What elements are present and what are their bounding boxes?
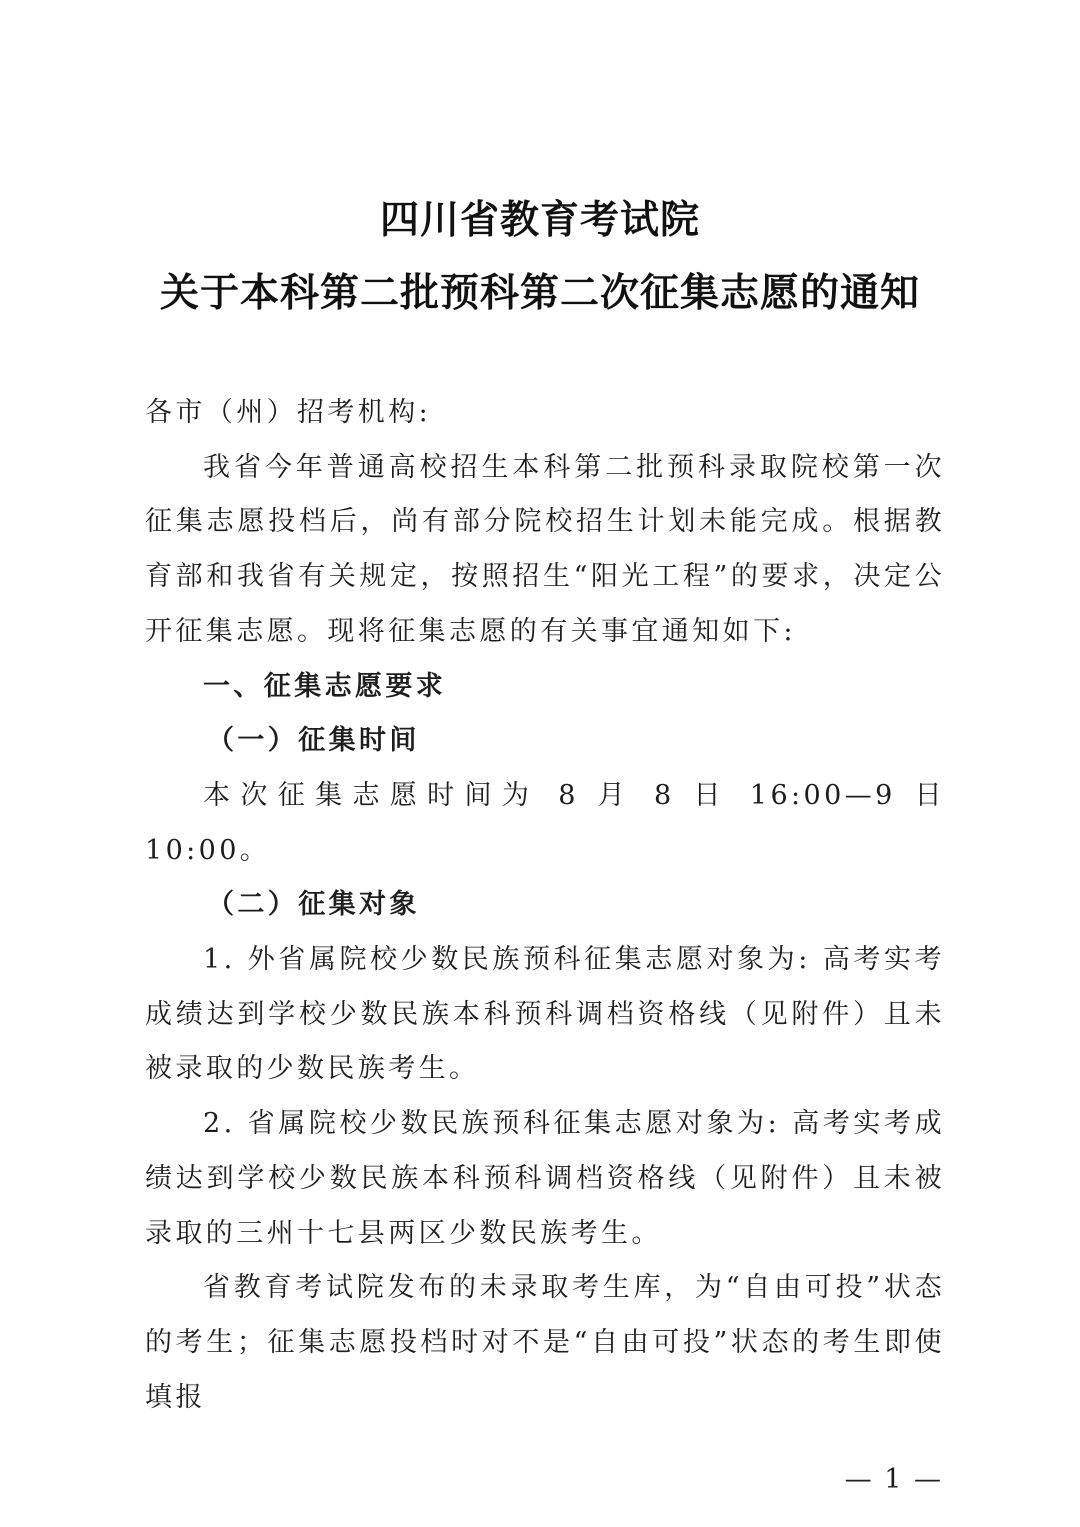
page-number: — 1 —: [844, 1464, 943, 1495]
note-paragraph: 省教育考试院发布的未录取考生库，为“自由可投”状态的考生；征集志愿投档时对不是“自由可投”状态的考生即使填报: [145, 1272, 945, 1413]
target-item-2: 2. 省属院校少数民族预科征集志愿对象为: 高考实考成绩达到学校少数民族本科预科调档资格线（见附件）且未被录取的三州十七县两区少数民族考生。: [145, 1108, 945, 1249]
target-item-1: 1. 外省属院校少数民族预科征集志愿对象为: 高考实考成绩达到学校少数民族本科预科调档资格线（见附件）且未被录取的少数民族考生。: [145, 944, 945, 1085]
document-title-line-1: 四川省教育考试院: [379, 197, 700, 243]
document-body: [145, 386, 945, 1413]
intro-paragraph: 我省今年普通高校招生本科第二批预科录取院校第一次征集志愿投档后，尚有部分院校招生计划未能完成。根据教育部和我省有关规定，按照招生“阳光工程”的要求，决定公开征集志愿。现将征集志愿的有关事宜通知如下:: [145, 451, 945, 647]
subsection-heading-time: （一）征集时间: [207, 725, 420, 757]
collection-time-paragraph: 本次征集志愿时间为 8 月 8 日 16:00—9 日 10:00。: [145, 779, 945, 866]
salutation: 各市（州）招考机构:: [145, 397, 432, 428]
subsection-heading-targets: （二）征集对象: [207, 889, 420, 921]
section-heading-requirements: 一、征集志愿要求: [203, 670, 447, 702]
document-title-line-2: 关于本科第二批预科第二次征集志愿的通知: [159, 270, 920, 316]
